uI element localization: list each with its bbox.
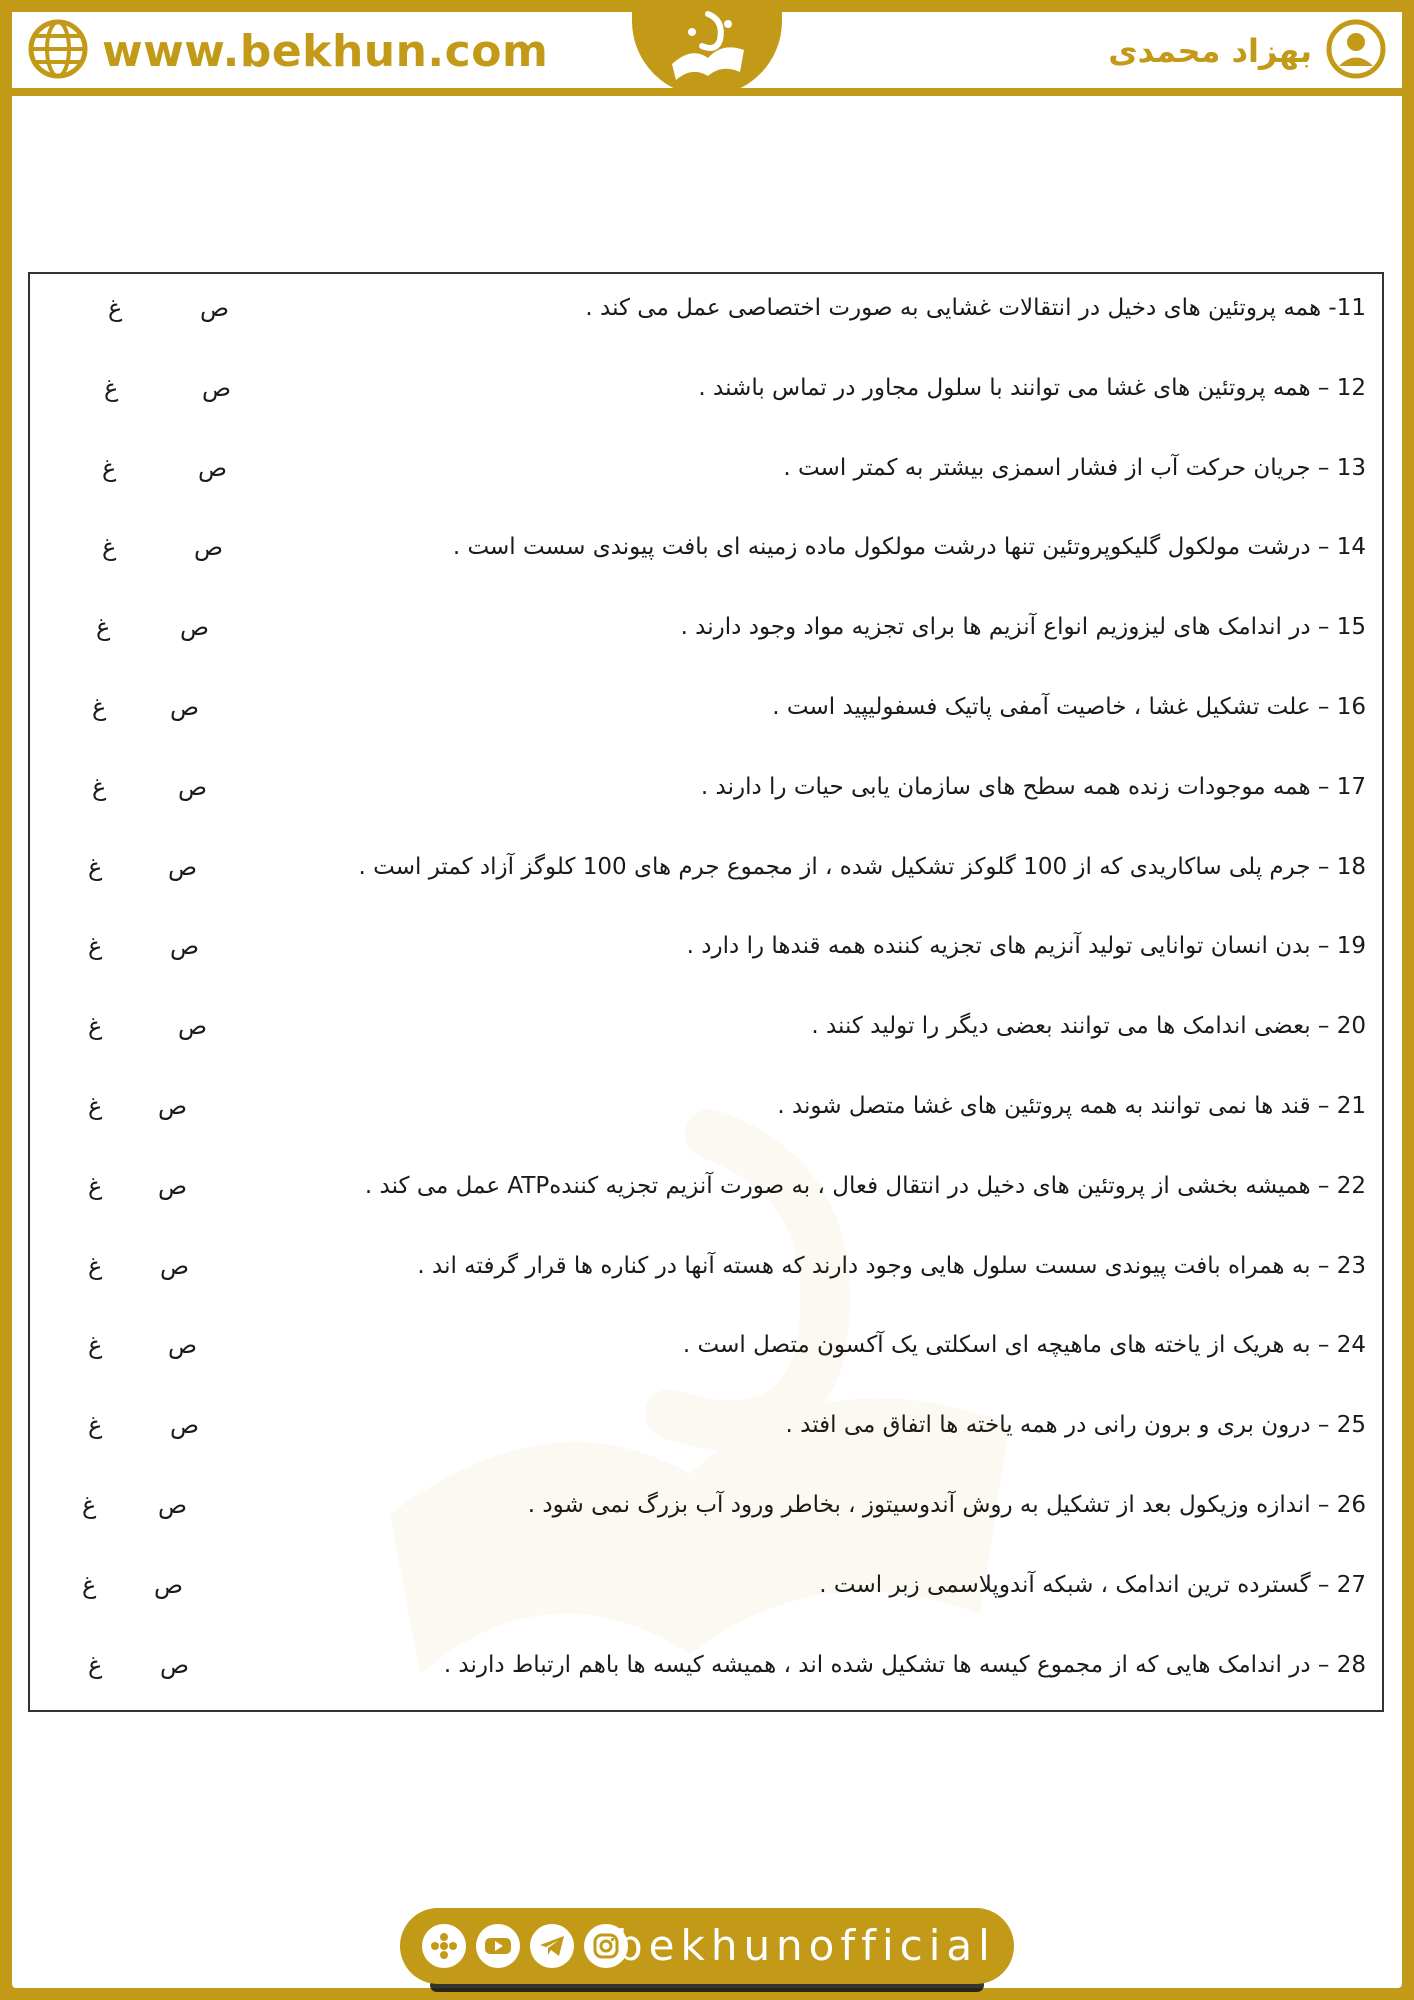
true-option[interactable]: ص [180, 613, 210, 642]
question-number: 22 – [1317, 1172, 1366, 1199]
question-number: 18 – [1317, 853, 1366, 880]
true-option[interactable]: ص [158, 1171, 188, 1200]
question-text [811, 996, 1366, 1056]
true-option[interactable]: ص [154, 1570, 184, 1599]
question-number: 11- [1328, 295, 1366, 321]
social-handle[interactable]: bekhunofficial [616, 1921, 996, 1970]
true-option[interactable]: ص [160, 1251, 190, 1280]
question-statement: به هریک از یاخته های ماهیچه ای اسکلتی یک آکسون متصل است . [682, 1332, 1311, 1359]
false-option[interactable]: غ [88, 1650, 103, 1679]
question-text [772, 677, 1366, 737]
youtube-icon[interactable] [476, 1924, 520, 1968]
telegram-icon[interactable] [530, 1924, 574, 1968]
question-row [30, 438, 1382, 498]
question-statement: بدن انسان توانایی تولید آنزیم های تجزیه کننده همه قندها را دارد . [686, 933, 1311, 960]
question-statement: همه پروتئین های دخیل در انتقالات غشایی به صورت اختصاصی عمل می کند . [585, 295, 1322, 321]
question-row [30, 1635, 1382, 1695]
question-statement: جریان حرکت آب از فشار اسمزی بیشتر به کمتر است . [783, 454, 1311, 481]
false-option[interactable]: غ [82, 1491, 97, 1519]
question-statement: اندازه وزیکول بعد از تشکیل به روش آندوسیتوز ، بخاطر ورود آب بزرگ نمی شود . [527, 1492, 1311, 1518]
question-statement: درشت مولکول گلیکوپروتئین تنها درشت مولکول ماده زمینه ای بافت پیوندی سست است . [452, 534, 1311, 561]
true-option[interactable]: ص [170, 1411, 200, 1440]
question-text [453, 517, 1366, 577]
author-block [1108, 20, 1386, 82]
question-row [30, 916, 1382, 976]
website-url[interactable]: www.bekhun.com [102, 25, 549, 77]
true-option[interactable]: ص [158, 1092, 188, 1120]
question-row [30, 597, 1382, 657]
question-text [698, 358, 1366, 418]
true-option[interactable]: ص [194, 533, 224, 562]
question-text [528, 1475, 1366, 1535]
question-text [681, 597, 1366, 657]
globe-icon [28, 19, 88, 83]
true-option[interactable]: ص [170, 932, 200, 961]
question-row [30, 1555, 1382, 1615]
true-option[interactable]: ص [168, 1331, 198, 1360]
false-option[interactable]: غ [88, 1012, 103, 1041]
question-statement: همه موجودات زنده همه سطح های سازمان یابی حیات را دارند . [700, 773, 1311, 800]
true-option[interactable]: ص [160, 1650, 190, 1679]
question-number: 25 – [1317, 1412, 1366, 1439]
question-text [444, 1635, 1366, 1695]
false-option[interactable]: غ [102, 453, 117, 482]
false-option[interactable]: غ [92, 772, 107, 801]
question-row [30, 757, 1382, 817]
question-row [30, 358, 1382, 418]
question-text [585, 278, 1366, 338]
question-text [819, 1555, 1366, 1615]
question-number: 21 – [1317, 1093, 1366, 1119]
question-row [30, 278, 1382, 338]
question-number: 15 – [1317, 614, 1366, 641]
true-option[interactable]: ص [202, 373, 232, 402]
question-text [701, 757, 1366, 817]
question-statement: به همراه بافت پیوندی سست سلول هایی وجود دارند که هسته آنها در کناره ها قرار گرفته اند . [417, 1252, 1311, 1279]
question-statement: علت تشکیل غشا ، خاصیت آمفی پاتیک فسفولیپید است . [772, 694, 1311, 720]
true-option[interactable]: ص [200, 294, 230, 322]
question-box [28, 272, 1384, 1712]
question-number: 26 – [1317, 1492, 1366, 1518]
question-statement: گسترده ترین اندامک ، شبکه آندوپلاسمی زبر است . [819, 1571, 1311, 1598]
footer-bar [400, 1908, 1014, 1984]
question-number: 13 – [1317, 454, 1366, 481]
question-text [687, 916, 1366, 976]
question-number: 20 – [1317, 1013, 1366, 1040]
author-name: بهزاد محمدی [1108, 32, 1312, 70]
user-avatar-icon [1326, 19, 1386, 83]
false-option[interactable]: غ [88, 1171, 103, 1200]
question-row [30, 1236, 1382, 1296]
question-row [30, 837, 1382, 897]
question-statement: در اندامک های لیزوزیم انواع آنزیم ها برای تجزیه مواد وجود دارند . [680, 614, 1311, 641]
true-option[interactable]: ص [178, 1012, 208, 1041]
true-option[interactable]: ص [168, 852, 198, 881]
social-icons [422, 1924, 628, 1968]
false-option[interactable]: غ [88, 1331, 103, 1360]
question-text [365, 1156, 1366, 1216]
question-text [417, 1236, 1366, 1296]
question-text [786, 1395, 1366, 1455]
question-statement: قند ها نمی توانند به همه پروتئین های غشا متصل شوند . [777, 1093, 1311, 1119]
aparat-icon[interactable] [422, 1924, 466, 1968]
true-option[interactable]: ص [170, 693, 200, 721]
question-statement: همیشه بخشی از پروتئین های دخیل در انتقال فعال ، به صورت آنزیم تجزیه کنندهATP عمل می کند . [364, 1172, 1311, 1199]
false-option[interactable]: غ [82, 1570, 97, 1599]
false-option[interactable]: غ [102, 533, 117, 562]
question-text [777, 1076, 1366, 1136]
website-link[interactable] [28, 20, 548, 82]
false-option[interactable]: غ [88, 1092, 103, 1120]
question-row [30, 1315, 1382, 1375]
question-number: 23 – [1317, 1252, 1366, 1279]
question-row [30, 1395, 1382, 1455]
question-number: 24 – [1317, 1332, 1366, 1359]
false-option[interactable]: غ [96, 613, 111, 642]
question-statement: درون بری و برون رانی در همه یاخته ها اتفاق می افتد . [785, 1412, 1311, 1439]
true-option[interactable]: ص [158, 1491, 188, 1519]
question-number: 12 – [1317, 374, 1366, 401]
question-number: 28 – [1317, 1651, 1366, 1678]
false-option[interactable]: غ [88, 1251, 103, 1280]
false-option[interactable]: غ [108, 294, 123, 322]
true-option[interactable]: ص [198, 453, 228, 482]
question-row [30, 1156, 1382, 1216]
book-logo-icon [662, 6, 752, 90]
question-row [30, 996, 1382, 1056]
question-statement: جرم پلی ساکاریدی که از 100 گلوکز تشکیل شده ، از مجموع جرم های 100 کلوگز آزاد کمتر است . [358, 853, 1311, 880]
question-number: 16 – [1317, 694, 1366, 720]
question-number: 17 – [1317, 773, 1366, 800]
question-statement: بعضی اندامک ها می توانند بعضی دیگر را تولید کنند . [811, 1013, 1311, 1040]
question-row [30, 677, 1382, 737]
false-option[interactable]: غ [88, 932, 103, 961]
question-number: 19 – [1317, 933, 1366, 960]
question-number: 27 – [1317, 1571, 1366, 1598]
question-number: 14 – [1317, 534, 1366, 561]
question-row [30, 1475, 1382, 1535]
question-text [683, 1315, 1366, 1375]
question-row [30, 1076, 1382, 1136]
false-option[interactable]: غ [92, 693, 107, 721]
question-statement: در اندامک هایی که از مجموع کیسه ها تشکیل شده اند ، همیشه کیسه ها باهم ارتباط دارند . [443, 1651, 1311, 1678]
question-row [30, 517, 1382, 577]
false-option[interactable]: غ [88, 852, 103, 881]
question-statement: همه پروتئین های غشا می توانند با سلول مجاور در تماس باشند . [698, 374, 1311, 401]
false-option[interactable]: غ [104, 373, 119, 402]
false-option[interactable]: غ [88, 1411, 103, 1440]
question-text [359, 837, 1366, 897]
question-text [783, 438, 1366, 498]
true-option[interactable]: ص [178, 772, 208, 801]
